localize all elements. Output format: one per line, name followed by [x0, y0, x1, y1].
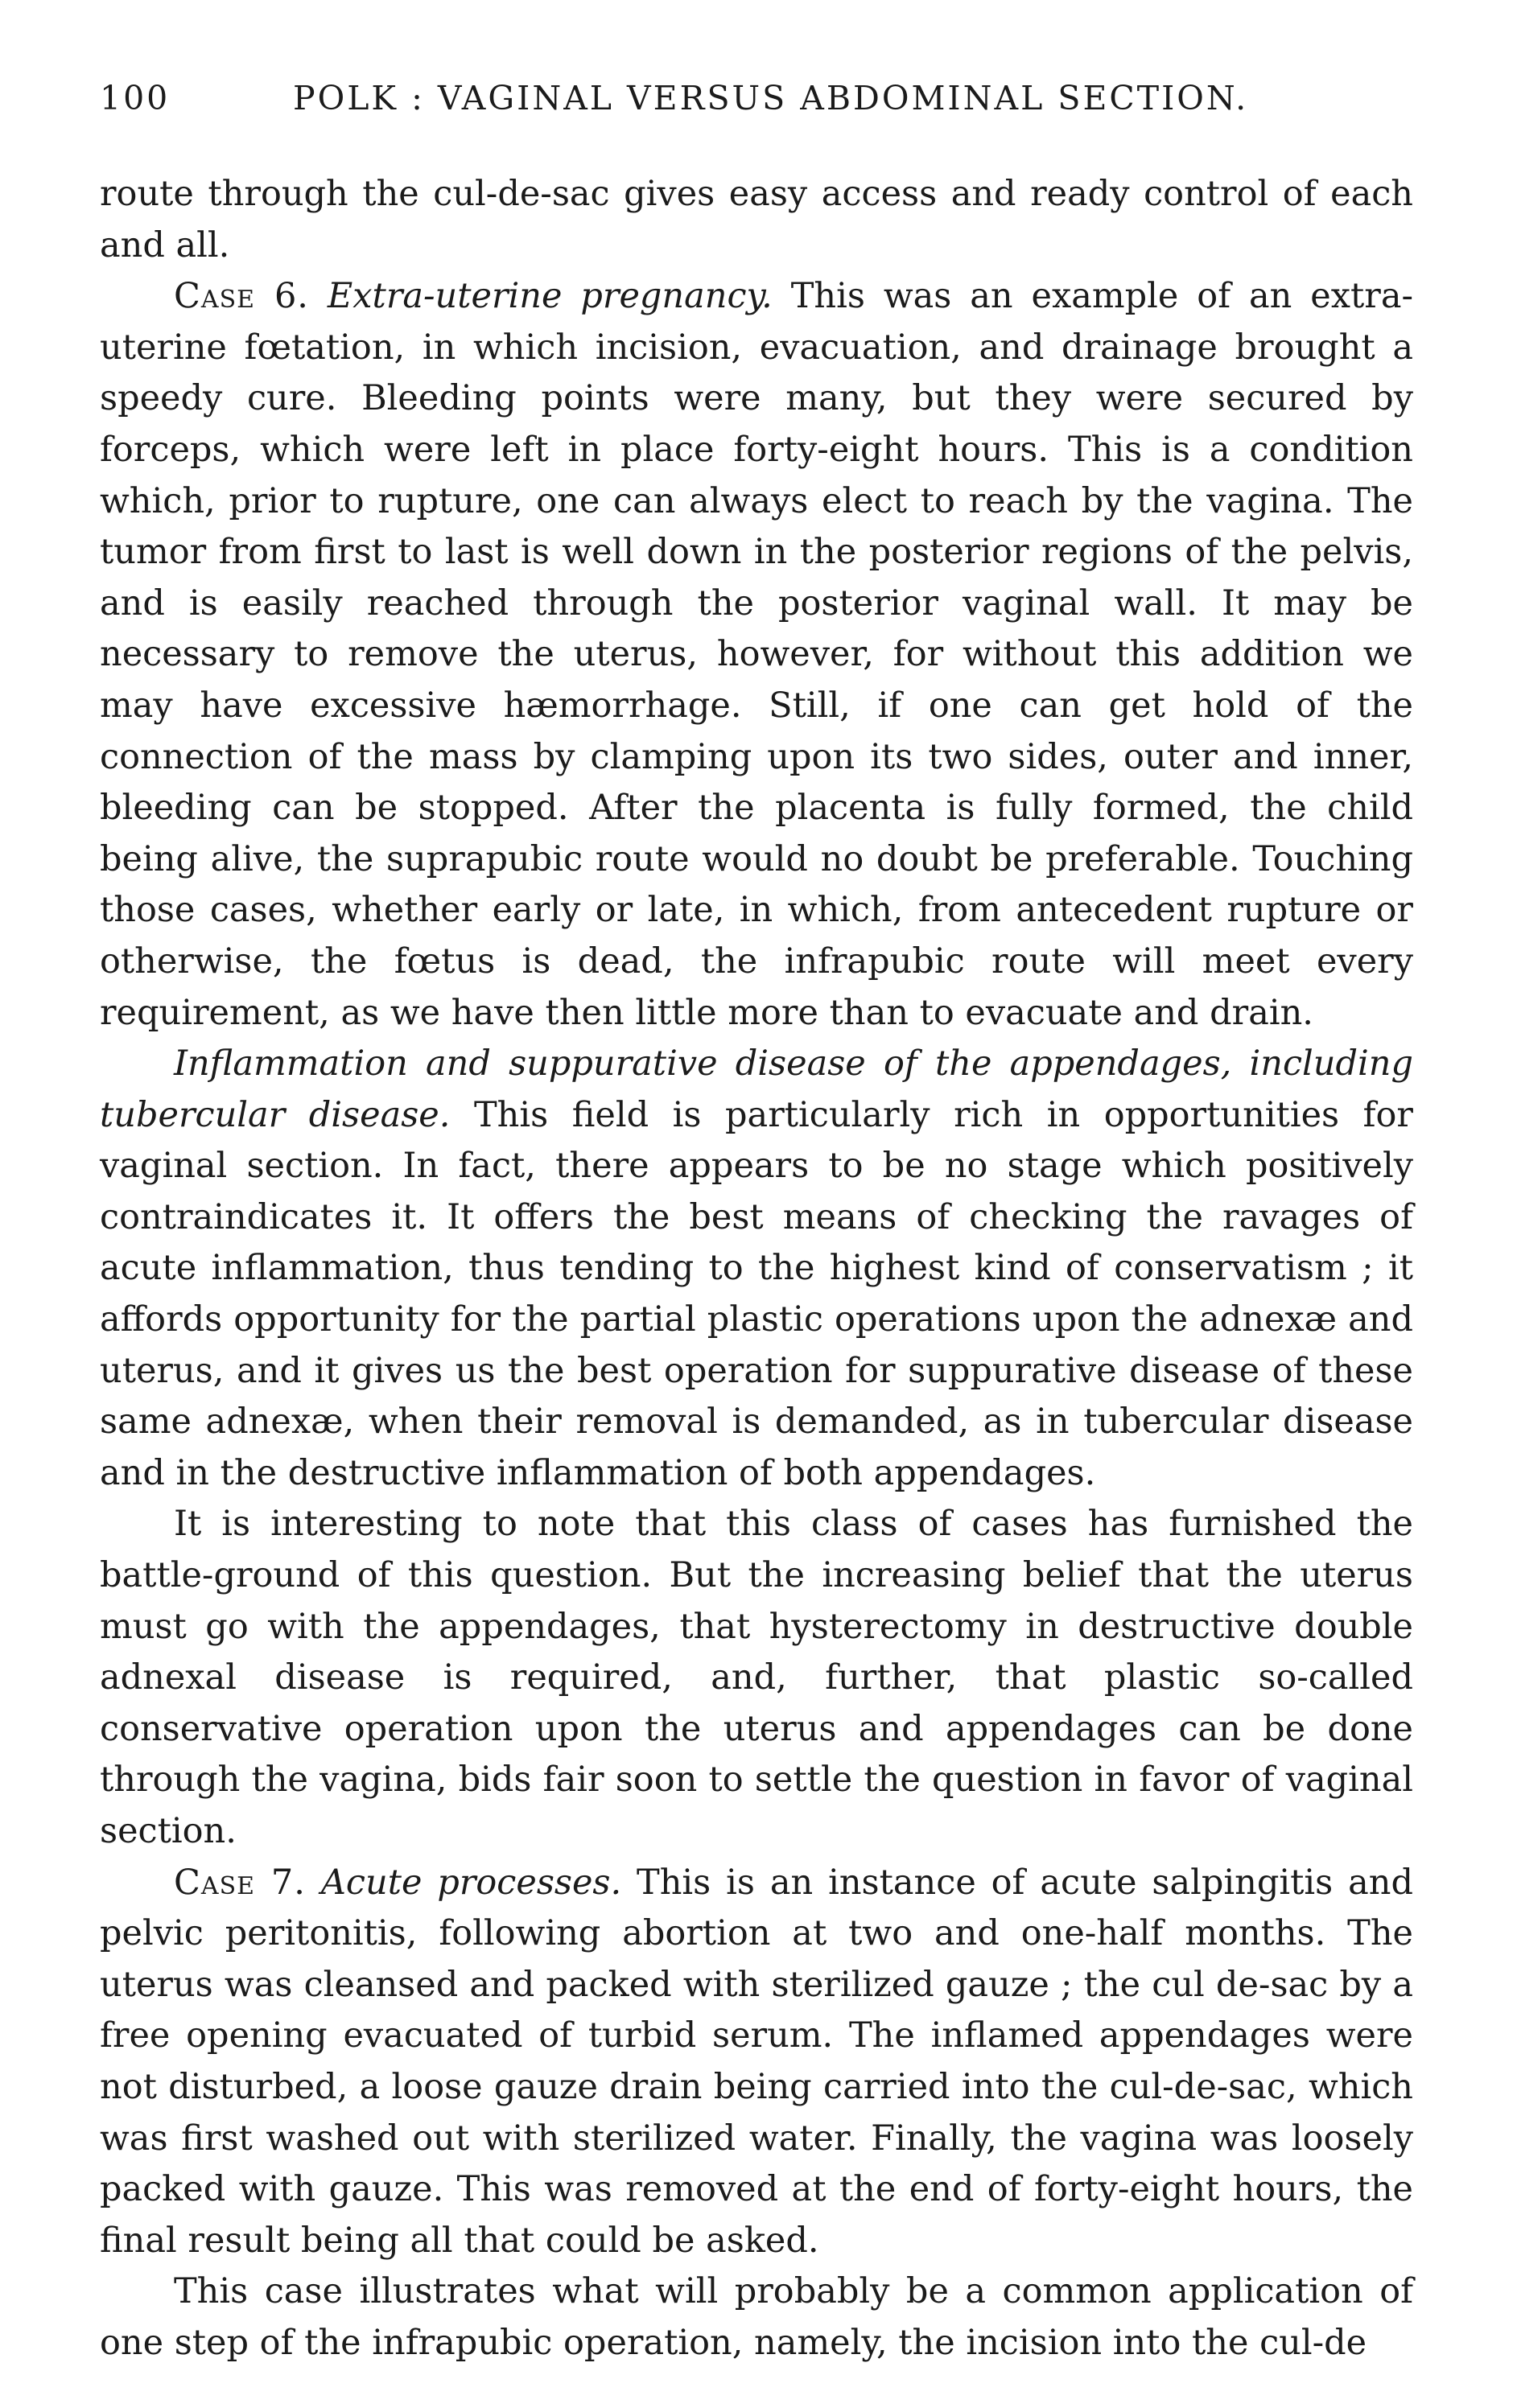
paragraph-case-7 — [100, 1858, 1413, 2267]
section-heading: Inflammation and suppurative disease of the appendages, including tubercular disease. — [100, 1043, 1413, 1135]
paragraph-text: route through the cul-de-sac gives easy access and ready control of each and all. — [100, 174, 1413, 265]
paragraph-text: This is an instance of acute salpingitis and pelvic peritonitis, following abortion at two and one-half months. The uterus was cleansed and packed with sterilized gauze ; the cul de-sac by a free opening evacuated of turbid serum. The inflamed appendages were not disturbed, a loose gauze drain being carried into the cul-de-sac, which was first washed out with sterilized water. Finally, the vagina was loosely packed with gauze. This was removed at the end of forty-eight hours, the final result being all that could be asked. — [100, 1862, 1413, 2261]
paragraph-inflammation — [100, 1039, 1413, 1499]
running-head — [100, 79, 1404, 135]
case-heading: Acute processes. — [320, 1862, 622, 1903]
running-title: POLK : VAGINAL VERSUS ABDOMINAL SECTION. — [293, 79, 1249, 117]
paragraph-text: This case illustrates what will probably be a common application of one step of the infrapubic operation, namely, the incision into the cul-de — [100, 2271, 1413, 2363]
paragraph-case-6 — [100, 271, 1413, 1039]
case-heading: Extra-uterine pregnancy. — [327, 276, 773, 317]
page-number: 100 — [100, 79, 171, 117]
case-label: Case 7. — [174, 1862, 306, 1903]
case-label: Case 6. — [174, 276, 309, 317]
paragraph-continuation — [100, 169, 1413, 271]
paragraph-text: This was an example of an extra-uterine fœtation, in which incision, evacuation, and drainage brought a speedy cure. Bleeding points were many, but they were secured by forceps, which were left in place forty-eight hours. This is a condition which, prior to rupture, one can always elect to reach by the vagina. The tumor from first to last is well down in the posterior regions of the pelvis, and is easily reached through the posterior vaginal wall. It may be necessary to remove the uterus, however, for without this addition we may have excessive hæmorrhage. Still, if one can get hold of the connection of the mass by clamping upon its two sides, outer and inner, bleeding can be stopped. After the placenta is fully formed, the child being alive, the suprapubic route would no doubt be preferable. Touching those cases, whether early or late, in which, from antecedent rupture or otherwise, the fœtus is dead, the infrapubic route will meet every requirement, as we have then little more than to evacuate and drain. — [100, 276, 1414, 1033]
paragraph-battleground — [100, 1499, 1413, 1857]
paragraph-text: This field is particularly rich in opportunities for vaginal section. In fact, there appears to be no stage which positively contraindicates it. It offers the best means of checking the ravages of acute inflammation, thus tending to the highest kind of conservatism ; it affords opportunity for the partial plastic operations upon the adnexæ and uterus, and it gives us the best operation for suppurative disease of these same adnexæ, when their removal is demanded, as in tubercular disease and in the destructive inflammation of both appendages. — [100, 1094, 1413, 1493]
paragraph-final — [100, 2266, 1413, 2369]
paragraph-text: It is interesting to note that this class of cases has furnished the battle-ground of this question. But the increasing belief that the uterus must go with the appendages, that hysterectomy in destructive double adnexal disease is required, and, further, that plastic so-called conservative operation upon the uterus and appendages can be done through the vagina, bids fair soon to settle the question in favor of vaginal section. — [100, 1504, 1413, 1851]
body-text — [100, 169, 1413, 2369]
